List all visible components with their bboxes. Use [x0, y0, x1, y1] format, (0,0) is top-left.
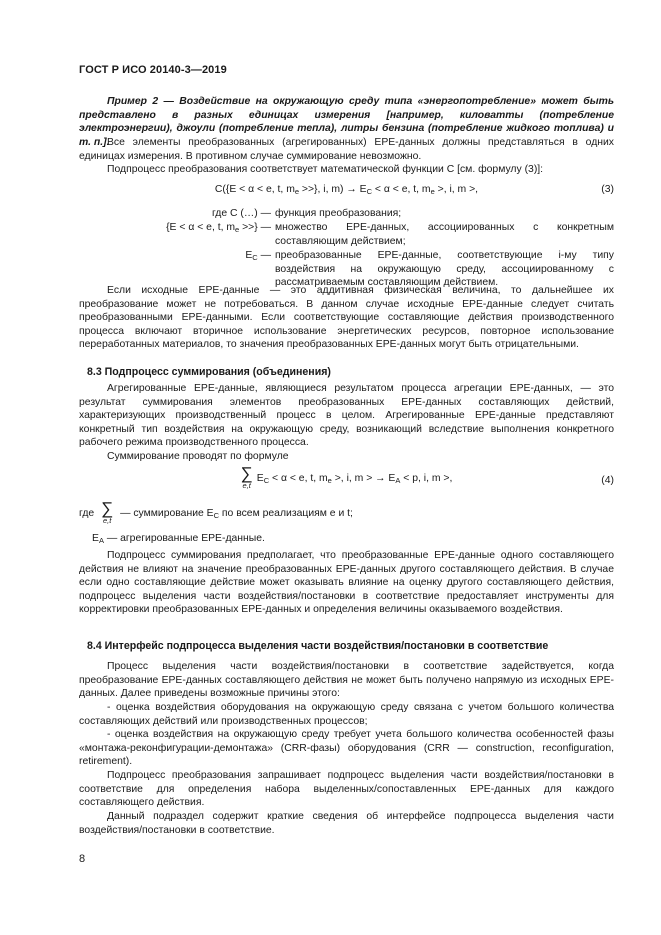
example-text: Пример 2 — Воздействие на окружающую среду типа «энергопотребление» может быть представлено в разных единицах измерения [например, киловатты (потребление электроэнергии), джоули (потребление тепла), литры бензина (потребление жидкого топлива) и т. п.].: [79, 96, 614, 148]
definition-row: где C (…) — функция преобразования;: [211, 208, 402, 219]
paragraph-p2: Подпроцесс преобразования соответствует математической функции C [см. формулу (3)]:: [107, 164, 544, 175]
formula-4: ∑ e,t $E_C < \alpha < e$, t, $m_e$ >, i, m > → $E_A < p$, i, m >, (4): [240, 464, 614, 490]
section-heading-8-3: 8.3 Подпроцесс суммирования (объединения): [87, 366, 331, 378]
sum-symbol: ∑ e,t: [240, 464, 253, 490]
sum-symbol: ∑ e,t: [101, 499, 114, 525]
paragraph-p3: Если исходные EPE-данные — это аддитивная физическая величина, то дальнейшее их преобразование может не потребоваться. В данном случае исходные EPE-данные следует считать преобразованными EPE-данными. Если соответствующие составляющие действия производственного процесса включают вторичное использование энергетических ресурсов, повторное использование переработанных материалов, то значения преобразованных EPE-данных могут быть отрицательными.: [79, 285, 614, 351]
paragraph-p7: Процесс выделения части воздействия/постановки в соответствие задействуется, когда преобразование EPE-данных составляющего действия не может быть получено напрямую из исходных EPE-данных. Далее приведены возможные причины этого:: [79, 661, 614, 700]
paragraph-p5: Суммирование проводят по формуле: [107, 451, 289, 462]
list-item: - оценка воздействия на окружающую среду требует учета большого количества особенностей фазы «монтажа-реконфигурации-демонтажа» (CRR-фазы) оборудования (CRR — construction, reconfiguration, retirement).: [79, 729, 614, 768]
paragraph-p9: Данный подраздел содержит краткие сведения об интерфейсе подпроцесса выделения части воздействия/постановки в соответствие.: [79, 811, 614, 836]
formula-number: (4): [601, 475, 614, 486]
paragraph-p1: Все элементы преобразованных (агрегированных) EPE-данных должны представляться в одних единицах измерения. В противном случае суммирование невозможно.: [79, 137, 614, 162]
definition-row: $E_A$ — агрегированные EPE-данные.: [92, 533, 265, 545]
formula-number: (3): [601, 184, 614, 195]
paragraph-p4: Агрегированные EPE-данные, являющиеся результатом процесса агрегации EPE-данных, — это результат суммирования элементов преобразованных EPE-данных составляющих действий, характеризующих производственный процесс в целом. Агрегированные EPE-данные представляют конкретный тип воздействия на окружающую среду, возникающий вследствие выполнения конкретного рабочего режима производственного процесса.: [79, 383, 614, 449]
definition-row: где ∑ e,t — суммирование $E_C$ по всем реализациям e и t;: [79, 499, 353, 525]
definition-row: {E < α < e, t, $m_e$ >>} — множество EPE-данных, ассоциированных с конкретным составляющим действием;: [166, 222, 614, 247]
formula-3: C({E < α < e, t, $m_e$ >>}, i, $m) \to E_C < \alpha < e$, t, $m_e$ >, i, m >, (3): [214, 184, 614, 196]
paragraph-p8: Подпроцесс преобразования запрашивает подпроцесс выделения части воздействия/постановки в соответствие для определения набора выделенных/сопоставленных EPE-данных для каждого составляющего действия.: [79, 770, 614, 809]
paragraph-p6: Подпроцесс суммирования предполагает, что преобразованные EPE-данные одного составляющего действия не влияют на значение преобразованных EPE-данных другого составляющего действия. В случае если одно составляющие действие может оказывать влияние на оценку другого составляющего действия, подпроцесс выделения части воздействия/постановки в соответствие предоставляет инструменты для корректировки преобразованных EPE-данных и определения величины оказываемого воздействия.: [79, 550, 614, 616]
section-heading-8-4: 8.4 Интерфейс подпроцесса выделения части воздействия/постановки в соответствие: [87, 640, 549, 652]
document-header: ГОСТ Р ИСО 20140-3—2019: [79, 64, 227, 76]
page-number: 8: [79, 853, 86, 865]
list-item: - оценка воздействия оборудования на окружающую среду связана с учетом большого количества составляющих действий или производственных процессов;: [79, 702, 614, 727]
definition-row: $E_C$ — преобразованные EPE-данные, соответствующие i-му типу воздействия на окружающую среду, ассоциированному с рассматриваемым составляющим действием.: [245, 250, 614, 289]
